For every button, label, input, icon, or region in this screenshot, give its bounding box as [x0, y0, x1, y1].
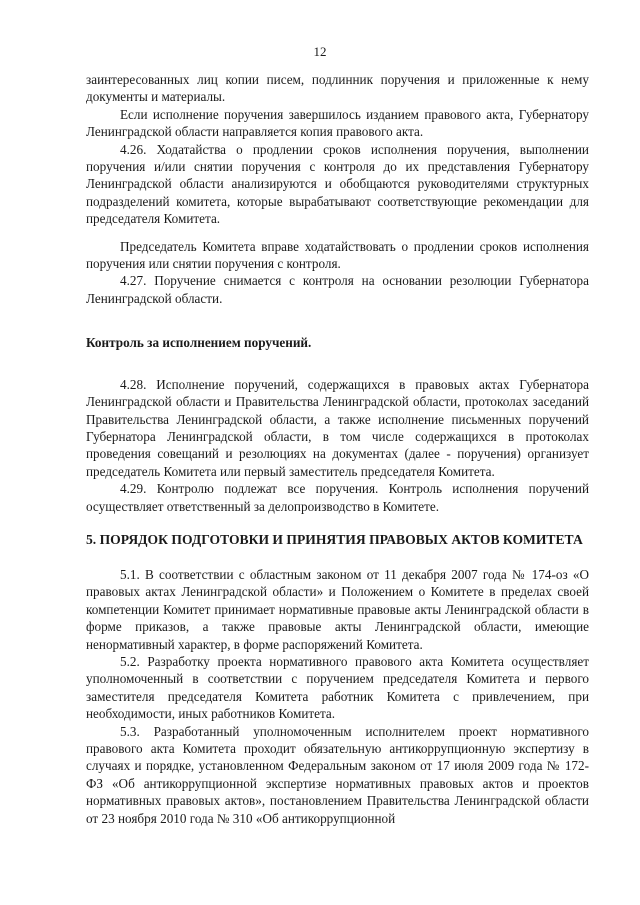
paragraph-5-3: 5.3. Разработанный уполномоченным исполнителем проект нормативного правового акта Комитета проходит обязательную антикоррупционную экспертизу в случаях и порядке, установленном Федеральным законом от 17 июля 2009 года № 172-ФЗ «Об антикоррупционной экспертизе нормативных правовых актов и проектов нормативных правовых актов», постановлением Правительства Ленинградской области от 23 ноября 2010 года № 310 «Об антикоррупционной	[86, 723, 589, 826]
paragraph-continuation: заинтересованных лиц копии писем, подлинник поручения и приложенные к нему документы и материалы.	[86, 72, 589, 105]
paragraph-4-28: 4.28. Исполнение поручений, содержащихся в правовых актах Губернатора Ленинградской области и Правительства Ленинградской области, протоколах заседаний Правительства Ленинградской области, а также исполнение письменных поручений Губернатора Ленинградской области, в том числе содержащихся в протоколах проведения совещаний и резолюциях на документах (далее - поручения) организует председатель Комитета или первый заместитель председателя Комитета.	[86, 376, 589, 479]
paragraph-legal-act-copy: Если исполнение поручения завершилось изданием правового акта, Губернатору Ленинградской области направляется копия правового акта.	[86, 106, 589, 140]
heading-control: Контроль за исполнением поручений.	[86, 335, 312, 351]
paragraph-4-27: 4.27. Поручение снимается с контроля на основании резолюции Губернатора Ленинградской области.	[86, 273, 589, 306]
paragraph-chairman-right: Председатель Комитета вправе ходатайствовать о продлении сроков исполнения поручения или снятии поручения с контроля.	[86, 238, 589, 272]
paragraph-4-29: 4.29. Контролю подлежат все поручения. Контроль исполнения поручений осуществляет ответственный за делопроизводство в Комитете.	[86, 481, 589, 514]
paragraph-5-2: 5.2. Разработку проекта нормативного правового акта Комитета осуществляет уполномоченный в соответствии с поручением председателя Комитета и первого заместителя председателя Комитета работник Комитета с привлечением, при необходимости, иных работников Комитета.	[86, 653, 589, 722]
paragraph-5-1: 5.1. В соответствии с областным законом от 11 декабря 2007 года № 174-оз «О правовых актах Ленинградской области» и Положением о Комитете в пределах своей компетенции Комитет принимает нормативные правовые акты Ленинградской области в форме приказов, а также правовые акты Ленинградской области, имеющие ненормативный характер, в форме распоряжений Комитета.	[86, 566, 589, 652]
paragraph-4-26: 4.26. Ходатайства о продлении сроков исполнения поручения, выполнении поручения и/или снятии поручения с контроля до их представления Губернатору Ленинградской области анализируются и обобщаются руководителями структурных подразделений комитета, которые вырабатывают соответствующие рекомендации для председателя Комитета.	[86, 141, 589, 227]
page-number: 12	[313, 44, 327, 59]
document-body	[86, 71, 589, 827]
heading-section-5: 5. ПОРЯДОК ПОДГОТОВКИ И ПРИНЯТИЯ ПРАВОВЫХ АКТОВ КОМИТЕТА	[86, 531, 583, 547]
